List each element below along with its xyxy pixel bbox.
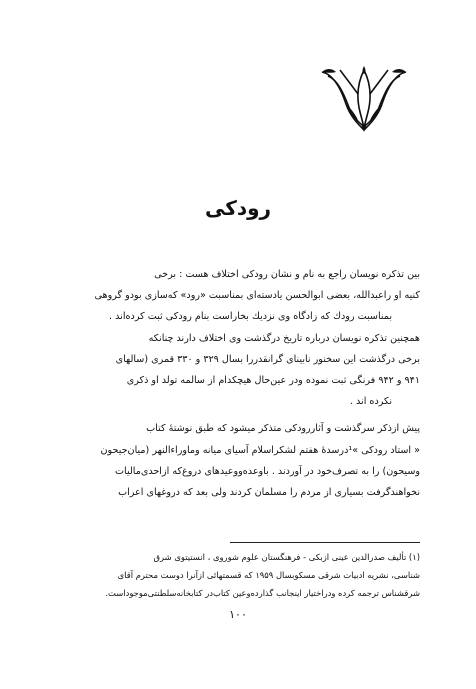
text-line: ۹۴۱ و ۹۴۲ فرنگی ثبت نموده ودر عین‌حال هیچکدام از سالمه تولد او ذکری — [126, 375, 420, 387]
text-line: کنیه او راعبدالله، بعضی ابوالحسن یادسته‌ای بمناسبت «رود» کەسازی بودو گروهی — [94, 290, 420, 302]
text-line: پیش ازذکر سرگذشت و آثاررودکی متذکر میشود که طبق نوشتهٔ کتاب — [146, 423, 420, 435]
text-line: نکرده اند . — [349, 396, 392, 408]
tulip-ornament-icon — [318, 64, 410, 136]
text-line: بین تذکره نویسان راجع به نام و نشان رودکی اختلاف هست : برخی — [154, 269, 420, 280]
text-line: بمناسبت رودك که زادگاه وی نزدیك بخاراست بنام رودکی ثبت کرده‌اند . — [109, 311, 392, 323]
footnote — [64, 548, 420, 602]
paragraph — [64, 328, 420, 413]
text-line: همچنین تذکره نویسان درباره تاریخ درگذشت وی اختلاف دارند چنانکه — [148, 332, 420, 344]
chapter-title: رودکی — [204, 196, 272, 220]
text-line: نخواهندگرفت بسیاری از مردم را مسلمان کردند ولی بعد که دروغهای اعراب — [118, 487, 420, 499]
footnote-line: شرقشناس ترجمه کرده ودراختیار اینجانب گذاردەوعین کتاب‌در کتابخانه‌سلطنتی‌موجوداست. — [105, 588, 420, 598]
footnote-divider — [230, 542, 420, 543]
paragraph — [64, 418, 420, 503]
main-text — [64, 264, 420, 503]
text-line: وسیحون) را به تصرف‌خود در آوردند . باوعده‌ووعیدهای دروغ‌که ازاحدی‌مالیات — [115, 465, 420, 477]
footnote-line: شناسی، نشریه ادبیات شرقی مسکوبسال ۱۹۵۹ که قسمتهائی ازآنرا دوست محترم آقای — [117, 570, 420, 580]
text-line: « استاد رودکی »¹درسدهٔ هفتم لشکراسلام آسیای میانه وماوراءالنهر (میان‌جیحون — [100, 444, 420, 456]
footnote-line: (۱) تألیف صدرالدین عینی ازبکی - فرهنگستان علوم شوروی ، انستیتوی شرق — [153, 552, 420, 562]
page-number: ۱۰۰ — [229, 608, 247, 621]
paragraph — [64, 264, 420, 328]
text-line: برخی درگذشت این سخنور نابینای گرانقدررا بسال ۳۲۹ و ۳۳۰ قمری (سالهای — [115, 353, 420, 365]
